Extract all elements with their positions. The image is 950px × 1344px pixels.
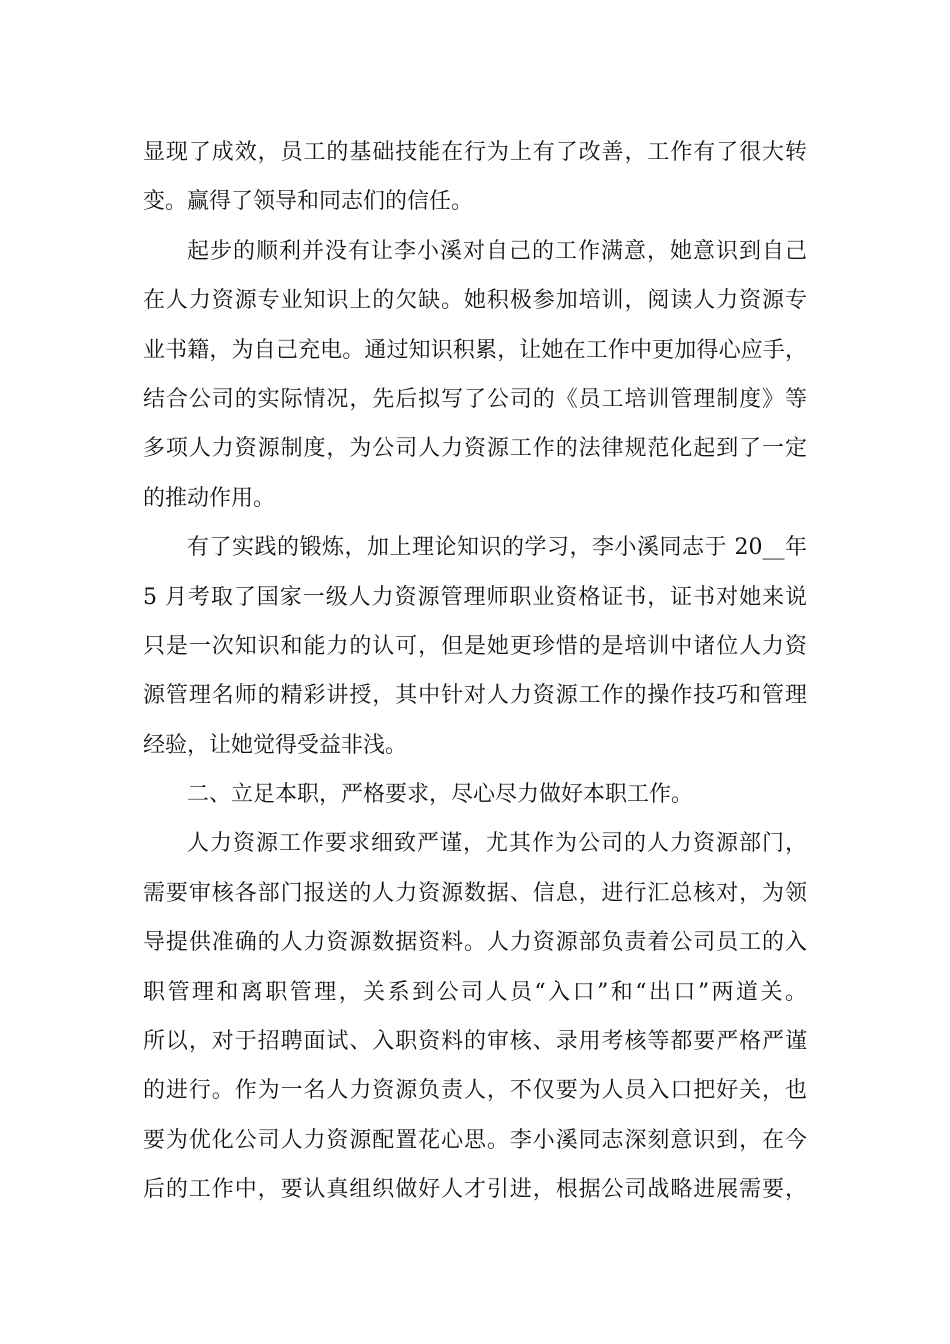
text-line: 需要审核各部门报送的人力资源数据、信息，进行汇总核对，为领 (143, 880, 807, 906)
text-line: 源管理名师的精彩讲授，其中针对人力资源工作的操作技巧和管理 (143, 683, 807, 709)
text-line: 的推动作用。 (143, 485, 276, 511)
text-line: 后的工作中，要认真组织做好人才引进，根据公司战略进展需要， (143, 1177, 807, 1203)
text-line: 变。赢得了领导和同志们的信任。 (143, 189, 474, 215)
text-line: 结合公司的实际情况，先后拟写了公司的《员工培训管理制度》等 (143, 386, 807, 412)
text-line: 业书籍，为自己充电。通过知识积累，让她在工作中更加得心应手， (143, 337, 807, 363)
text-line: 在人力资源专业知识上的欠缺。她积极参加培训，阅读人力资源专 (143, 288, 807, 314)
text-line: 职管理和离职管理，关系到公司人员“入口”和“出口”两道关。 (143, 979, 807, 1005)
text-line: 要为优化公司人力资源配置花心思。李小溪同志深刻意识到，在今 (143, 1127, 807, 1153)
text-line: 显现了成效，员工的基础技能在行为上有了改善，工作有了很大转 (143, 140, 807, 165)
text-line: 的进行。作为一名人力资源负责人，不仅要为人员入口把好关，也 (143, 1078, 807, 1104)
section-heading: 二、立足本职，严格要求，尽心尽力做好本职工作。 (187, 782, 694, 808)
text-line: 导提供准确的人力资源数据资料。人力资源部负责着公司员工的入 (143, 930, 807, 956)
text-line: 多项人力资源制度，为公司人力资源工作的法律规范化起到了一定 (143, 436, 807, 462)
text-line: 所以，对于招聘面试、入职资料的审核、录用考核等都要严格严谨 (143, 1029, 807, 1055)
text-line: 人力资源工作要求细致严谨，尤其作为公司的人力资源部门， (187, 831, 807, 857)
text-line: 5 月考取了国家一级人力资源管理师职业资格证书，证书对她来说 (143, 584, 807, 610)
text-line: 起步的顺利并没有让李小溪对自己的工作满意，她意识到自己 (187, 238, 807, 264)
text-line: 只是一次知识和能力的认可，但是她更珍惜的是培训中诸位人力资 (143, 633, 807, 659)
document-body (143, 128, 807, 1215)
text-line: 经验，让她觉得受益非浅。 (143, 732, 408, 758)
text-line: 有了实践的锻炼，加上理论知识的学习，李小溪同志于 20__年 (187, 535, 807, 561)
